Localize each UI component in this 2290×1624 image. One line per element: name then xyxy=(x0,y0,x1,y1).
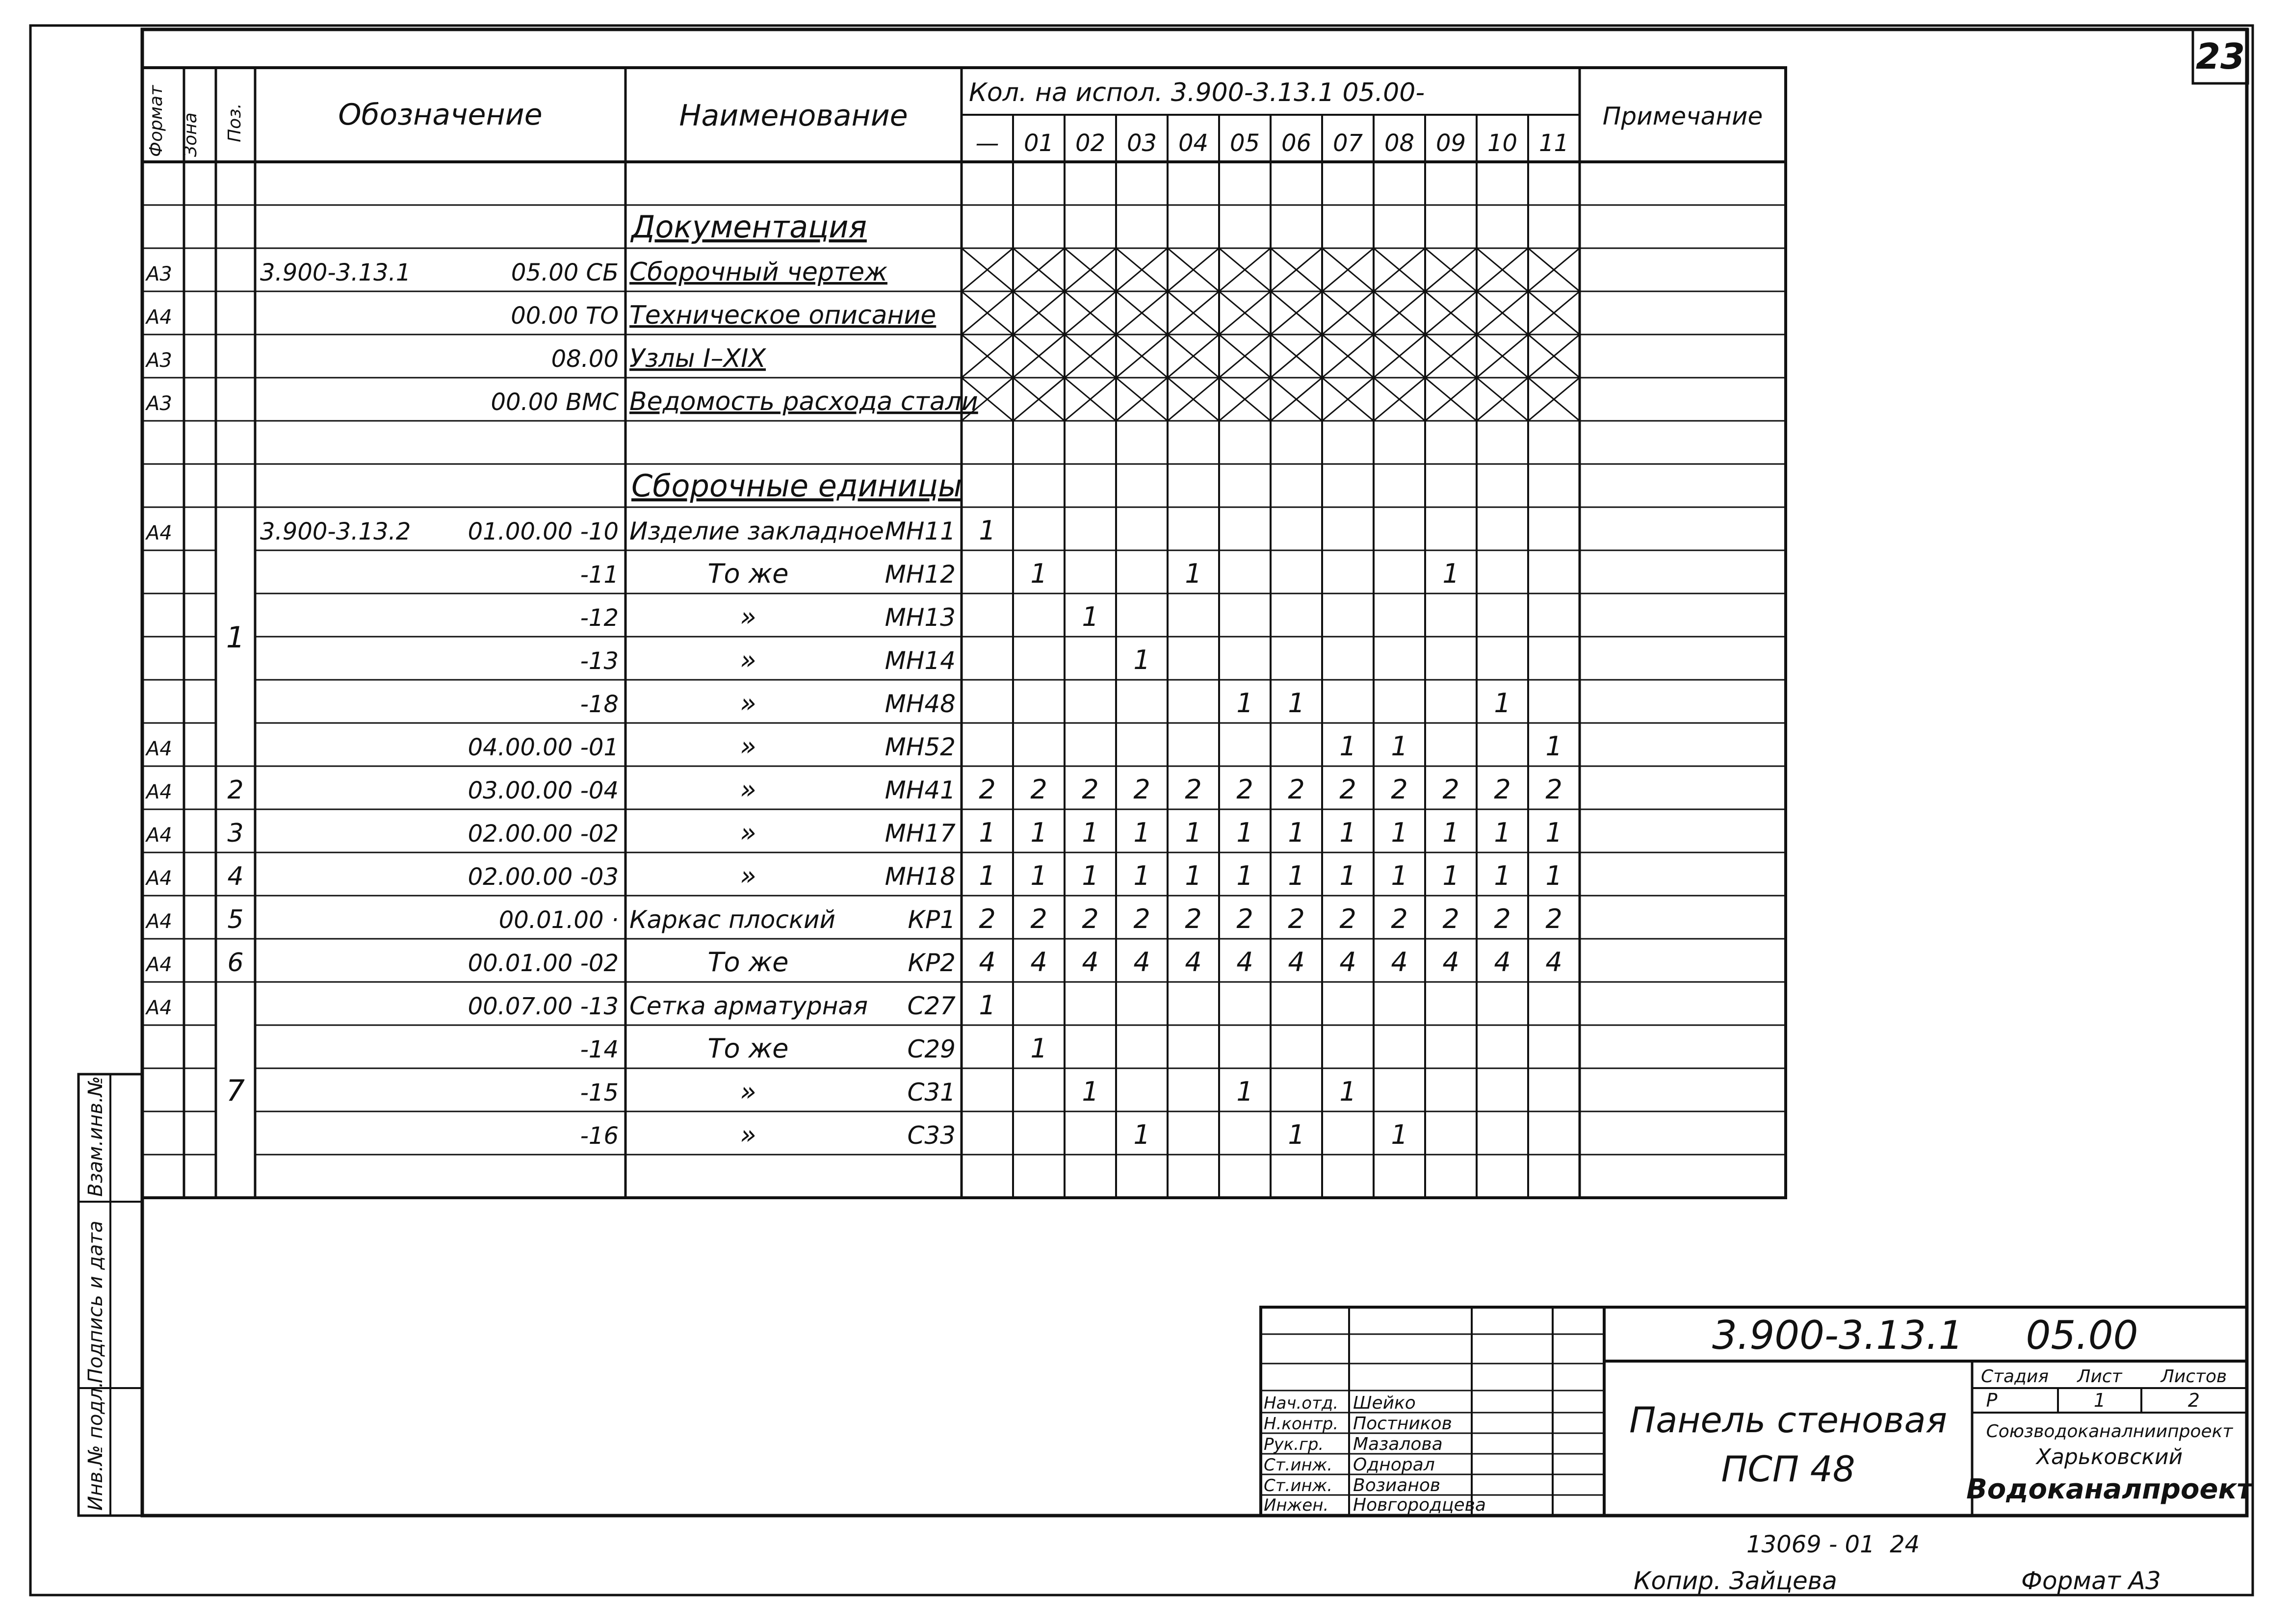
inner-frame xyxy=(142,29,2247,1516)
qty-cell: 1 xyxy=(1030,860,1047,891)
row-name: Изделие закладное xyxy=(629,517,885,545)
row-name: » xyxy=(740,601,756,632)
row-name: » xyxy=(740,817,756,848)
qty-cell: 1 xyxy=(1494,817,1511,848)
row-name: » xyxy=(740,774,756,805)
signer-name: Мазалова xyxy=(1353,1434,1443,1454)
row-mark: С33 xyxy=(907,1121,956,1150)
qty-cell: 1 xyxy=(1185,860,1202,891)
qty-cell: 1 xyxy=(979,860,996,891)
row-name: » xyxy=(740,1119,756,1150)
qty-cell: 1 xyxy=(979,817,996,848)
qty-cell: 2 xyxy=(1133,903,1150,934)
row-pos: 3 xyxy=(227,819,244,848)
qty-cell: 2 xyxy=(979,774,996,805)
qty-cell: 1 xyxy=(1133,817,1150,848)
qty-cell: 1 xyxy=(1494,860,1511,891)
qty-cell: 1 xyxy=(1133,860,1150,891)
section-title: Документация xyxy=(631,209,867,245)
row-mark: МН12 xyxy=(885,560,956,589)
qty-cell: 1 xyxy=(1442,558,1459,589)
sheet-value: 1 xyxy=(2093,1390,2106,1411)
specification-table xyxy=(142,68,1786,1198)
row-name: Техническое описание xyxy=(629,301,937,330)
header-exec-5: 05 xyxy=(1229,129,1260,157)
qty-cell: 1 xyxy=(979,515,996,546)
qty-cell: 2 xyxy=(1030,903,1047,934)
row-designation: 00.07.00 -13 xyxy=(468,993,619,1020)
qty-cell: 2 xyxy=(1339,903,1356,934)
row-name: » xyxy=(740,860,756,891)
stage-header: Стадия xyxy=(1980,1366,2049,1387)
sheet-number: 23 xyxy=(2195,36,2245,77)
qty-cell: 2 xyxy=(1442,774,1459,805)
row-name: Сетка арматурная xyxy=(629,992,868,1020)
side-label-inventory: Инв.№ подл. xyxy=(84,1381,107,1511)
row-designation: -15 xyxy=(580,1079,619,1107)
qty-cell: 2 xyxy=(1236,774,1253,805)
side-label-replaced: Взам.инв.№ xyxy=(84,1076,107,1197)
qty-cell: 1 xyxy=(1339,860,1356,891)
qty-cell: 1 xyxy=(1391,817,1408,848)
doc-code: 3.900-3.13.1 05.00 xyxy=(1712,1313,2138,1358)
signer-role: Ст.инж. xyxy=(1264,1455,1333,1475)
row-format: А3 xyxy=(146,263,172,285)
qty-cell: 2 xyxy=(1494,774,1511,805)
header-exec-1: 01 xyxy=(1023,129,1054,157)
signer-name: Однорал xyxy=(1353,1455,1435,1475)
format-label: Формат А3 xyxy=(2021,1567,2161,1595)
row-designation: -13 xyxy=(580,647,619,675)
qty-cell: 1 xyxy=(1030,1033,1047,1064)
qty-cell: 1 xyxy=(1082,1076,1099,1107)
qty-cell: 2 xyxy=(1288,903,1305,934)
row-designation: 03.00.00 -04 xyxy=(468,777,619,804)
qty-cell: 2 xyxy=(1082,903,1099,934)
copied-by: Копир. Зайцева xyxy=(1634,1567,1837,1595)
row-pos: 2 xyxy=(227,775,244,805)
header-exec-0: — xyxy=(975,129,999,157)
qty-cell: 1 xyxy=(1494,688,1511,719)
qty-cell: 1 xyxy=(1288,688,1305,719)
row-designation: -16 xyxy=(580,1122,619,1150)
merged-pos-label: 1 xyxy=(226,620,245,655)
row-name: Каркас плоский xyxy=(629,905,836,934)
sheets-value: 2 xyxy=(2187,1390,2200,1411)
header-exec-11: 11 xyxy=(1538,129,1569,157)
qty-cell: 1 xyxy=(1185,817,1202,848)
qty-cell: 2 xyxy=(1494,903,1511,934)
qty-cell: 4 xyxy=(1494,947,1511,978)
header-name: Наименование xyxy=(679,99,908,133)
signer-role: Инжен. xyxy=(1264,1495,1329,1515)
row-name: То же xyxy=(707,1033,789,1064)
qty-cell: 2 xyxy=(1442,903,1459,934)
qty-cell: 1 xyxy=(1545,817,1562,848)
row-designation: -14 xyxy=(580,1036,619,1063)
title-line-1: Панель стеновая xyxy=(1629,1399,1947,1441)
row-designation: 00.01.00 · xyxy=(498,906,619,934)
qty-cell: 4 xyxy=(1545,947,1562,978)
row-name: » xyxy=(740,731,756,762)
signer-name: Постников xyxy=(1353,1414,1452,1434)
qty-cell: 4 xyxy=(1288,947,1305,978)
qty-cell: 1 xyxy=(1185,558,1202,589)
row-designation: 02.00.00 -02 xyxy=(468,820,619,848)
qty-cell: 4 xyxy=(1133,947,1150,978)
row-designation-doc: 3.900-3.13.2 xyxy=(260,518,411,545)
row-format: А4 xyxy=(146,738,172,760)
header-exec-2: 02 xyxy=(1075,129,1106,157)
row-designation-doc: 3.900-3.13.1 xyxy=(260,259,411,286)
row-name: Узлы I–XIX xyxy=(629,344,766,373)
qty-cell: 1 xyxy=(1133,644,1150,675)
row-format: А4 xyxy=(146,867,172,890)
qty-cell: 4 xyxy=(1030,947,1047,978)
qty-cell: 1 xyxy=(1236,817,1253,848)
row-mark: МН13 xyxy=(885,603,956,632)
header-designation: Обозначение xyxy=(338,98,543,132)
org-line-3: Водоканалпроект xyxy=(1966,1473,2253,1505)
signer-name: Возианов xyxy=(1353,1475,1441,1495)
row-format: А3 xyxy=(146,392,172,415)
row-mark: МН17 xyxy=(885,819,956,848)
left-margin-strip xyxy=(78,1074,142,1516)
header-exec-10: 10 xyxy=(1487,129,1518,157)
signer-name: Новгородцева xyxy=(1353,1495,1486,1515)
qty-cell: 1 xyxy=(1030,817,1047,848)
qty-cell: 1 xyxy=(1288,817,1305,848)
qty-cell: 4 xyxy=(1236,947,1253,978)
qty-cell: 1 xyxy=(1442,860,1459,891)
qty-cell: 1 xyxy=(1391,860,1408,891)
qty-cell: 2 xyxy=(1391,774,1408,805)
qty-cell: 2 xyxy=(1236,903,1253,934)
row-format: А4 xyxy=(146,910,172,933)
header-exec-8: 08 xyxy=(1384,129,1415,157)
signer-role: Н.контр. xyxy=(1264,1414,1339,1434)
qty-cell: 1 xyxy=(1442,817,1459,848)
qty-cell: 4 xyxy=(1185,947,1202,978)
row-mark: КР1 xyxy=(908,905,956,934)
section-title: Сборочные единицы xyxy=(631,468,963,504)
qty-cell: 2 xyxy=(1030,774,1047,805)
row-designation: 00.00 ТО xyxy=(511,302,619,330)
row-pos: 6 xyxy=(227,948,244,978)
row-mark: МН41 xyxy=(885,776,956,804)
row-format: А4 xyxy=(146,522,172,544)
row-designation: 00.01.00 -02 xyxy=(468,950,619,977)
qty-cell: 1 xyxy=(1545,860,1562,891)
qty-cell: 4 xyxy=(1082,947,1099,978)
header-exec-7: 07 xyxy=(1332,129,1363,157)
title-line-2: ПСП 48 xyxy=(1721,1448,1855,1490)
row-mark: МН48 xyxy=(885,690,956,718)
qty-cell: 2 xyxy=(1185,774,1202,805)
qty-cell: 1 xyxy=(1339,1076,1356,1107)
row-name: То же xyxy=(707,947,789,978)
header-pos: Поз. xyxy=(225,103,245,142)
qty-cell: 1 xyxy=(1288,1119,1305,1150)
row-name: Сборочный чертеж xyxy=(629,258,887,287)
qty-cell: 1 xyxy=(1236,688,1253,719)
header-note: Примечание xyxy=(1602,102,1763,130)
row-designation: 08.00 xyxy=(551,345,619,373)
qty-cell: 2 xyxy=(1185,903,1202,934)
row-name: » xyxy=(740,688,756,719)
header-zone: Зона xyxy=(181,112,201,157)
qty-cell: 1 xyxy=(1133,1119,1150,1150)
qty-cell: 1 xyxy=(1236,860,1253,891)
row-designation: 02.00.00 -03 xyxy=(468,863,619,891)
row-mark: МН14 xyxy=(885,646,956,675)
qty-cell: 4 xyxy=(1442,947,1459,978)
header-exec-6: 06 xyxy=(1281,129,1312,157)
org-line-2: Харьковский xyxy=(2036,1444,2183,1469)
row-format: А3 xyxy=(146,349,172,372)
row-format: А4 xyxy=(146,997,172,1019)
signer-role: Нач.отд. xyxy=(1264,1393,1339,1413)
row-designation: 05.00 СБ xyxy=(511,259,619,286)
header-exec-9: 09 xyxy=(1435,129,1466,157)
header-qty-title: Кол. на испол. 3.900-3.13.1 05.00- xyxy=(969,78,1425,107)
qty-cell: 2 xyxy=(1545,774,1562,805)
row-mark: С29 xyxy=(907,1035,956,1063)
qty-cell: 1 xyxy=(1236,1076,1253,1107)
header-exec-4: 04 xyxy=(1178,129,1209,157)
org-line-1: Союзводоканалниипроект xyxy=(1986,1421,2233,1442)
row-mark: МН18 xyxy=(885,862,956,891)
qty-cell: 4 xyxy=(1339,947,1356,978)
row-mark: С27 xyxy=(907,992,956,1020)
sheet-header: Лист xyxy=(2077,1366,2122,1387)
qty-cell: 1 xyxy=(1288,860,1305,891)
qty-cell: 2 xyxy=(1133,774,1150,805)
row-name: » xyxy=(740,1076,756,1107)
qty-cell: 1 xyxy=(979,990,996,1021)
merged-pos-label: 7 xyxy=(226,1074,245,1108)
qty-cell: 2 xyxy=(1339,774,1356,805)
row-designation: -11 xyxy=(580,561,619,589)
qty-cell: 2 xyxy=(1545,903,1562,934)
qty-cell: 1 xyxy=(1030,558,1047,589)
row-designation: -18 xyxy=(580,691,619,718)
row-name: То же xyxy=(707,558,789,589)
row-pos: 5 xyxy=(227,905,244,934)
inventory-number: 13069 - 01 24 xyxy=(1746,1531,1920,1558)
qty-cell: 2 xyxy=(1082,774,1099,805)
header-exec-3: 03 xyxy=(1126,129,1157,157)
qty-cell: 1 xyxy=(1082,860,1099,891)
qty-cell: 1 xyxy=(1339,731,1356,762)
row-format: А4 xyxy=(146,824,172,847)
row-mark: МН11 xyxy=(885,517,956,545)
side-label-signature: Подпись и дата xyxy=(84,1220,107,1383)
row-format: А4 xyxy=(146,306,172,329)
row-mark: КР2 xyxy=(908,949,956,977)
stage-value: Р xyxy=(1986,1390,1998,1411)
signer-role: Ст.инж. xyxy=(1264,1476,1333,1495)
row-designation: 01.00.00 -10 xyxy=(468,518,619,545)
row-designation: 04.00.00 -01 xyxy=(468,734,619,761)
table-border xyxy=(142,68,1786,1198)
title-block xyxy=(1261,1307,2254,1516)
signer-role: Рук.гр. xyxy=(1264,1435,1324,1454)
row-pos: 4 xyxy=(227,862,244,891)
qty-cell: 1 xyxy=(1082,601,1099,632)
row-name: » xyxy=(740,644,756,675)
row-designation: -12 xyxy=(580,604,619,632)
row-name: Ведомость расхода стали xyxy=(629,387,978,416)
qty-cell: 2 xyxy=(1288,774,1305,805)
row-mark: С31 xyxy=(907,1078,956,1107)
qty-cell: 1 xyxy=(1339,817,1356,848)
row-format: А4 xyxy=(146,781,172,803)
sheets-header: Листов xyxy=(2160,1366,2227,1387)
row-mark: МН52 xyxy=(885,733,956,761)
row-format: А4 xyxy=(146,954,172,976)
signer-name: Шейко xyxy=(1353,1393,1416,1413)
row-designation: 00.00 ВМС xyxy=(491,388,619,416)
qty-cell: 1 xyxy=(1082,817,1099,848)
qty-cell: 4 xyxy=(979,947,996,978)
qty-cell: 1 xyxy=(1391,731,1408,762)
qty-cell: 1 xyxy=(1391,1119,1408,1150)
qty-cell: 1 xyxy=(1545,731,1562,762)
qty-cell: 2 xyxy=(979,903,996,934)
header-format: Формат xyxy=(146,85,166,157)
qty-cell: 2 xyxy=(1391,903,1408,934)
qty-cell: 4 xyxy=(1391,947,1408,978)
